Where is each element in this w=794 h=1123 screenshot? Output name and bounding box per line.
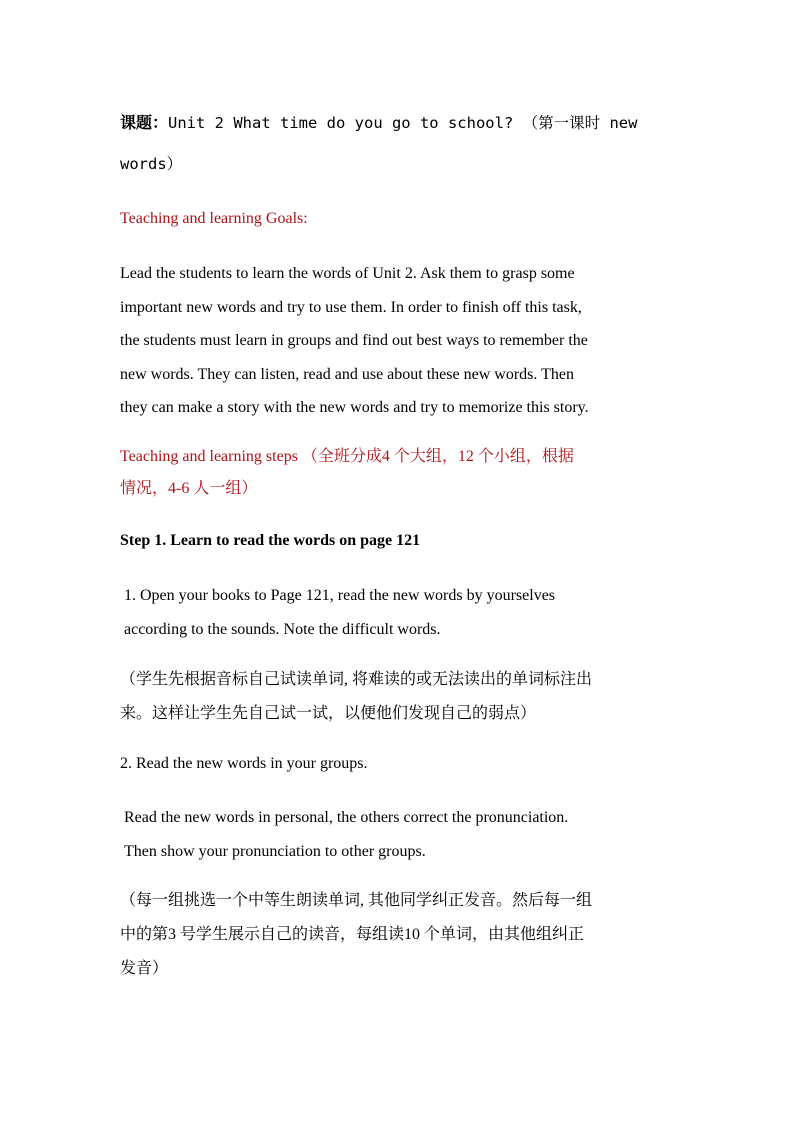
- step1-item2-note: （每一组挑选一个中等生朗读单词, 其他同学纠正发音。然后每一组 中的第3 号学生展示自己的读音，每组读10 个单词，由其他组纠正 发音）: [120, 892, 593, 977]
- steps-heading: Teaching and learning steps （全班分成4 个大组，12 个小组，根据 情况，4-6 人一组）: [120, 448, 574, 497]
- lesson-title-prefix: 课题：: [120, 115, 169, 132]
- step1-item2: 2. Read the new words in your groups.: [120, 755, 368, 772]
- step1-item1: 1. Open your books to Page 121, read the new words by yourselves according to the sounds. Note the difficult words.: [124, 587, 556, 638]
- lesson-title: [120, 103, 678, 185]
- step1-heading: Step 1. Learn to read the words on page 121: [120, 532, 421, 549]
- goals-body: Lead the students to learn the words of Unit 2. Ask them to grasp some important new words and try to use them. In order to finish off this task, the students must learn in groups and find out best ways to remember the new words. They can listen, read and use about these new words. Then they can make a story with the new words and try to memorize this story.: [120, 265, 589, 416]
- step1-item2-detail: Read the new words in personal, the others correct the pronunciation. Then show your pronunciation to other groups.: [124, 809, 569, 860]
- goals-heading: Teaching and learning Goals:: [120, 210, 308, 227]
- lesson-title-text: Unit 2 What time do you go to school? （第一课时 new words）: [120, 114, 638, 173]
- step1-item1-note: （学生先根据音标自己试读单词, 将难读的或无法读出的单词标注出 来。这样让学生先自己试一试，以便他们发现自己的弱点）: [120, 671, 593, 722]
